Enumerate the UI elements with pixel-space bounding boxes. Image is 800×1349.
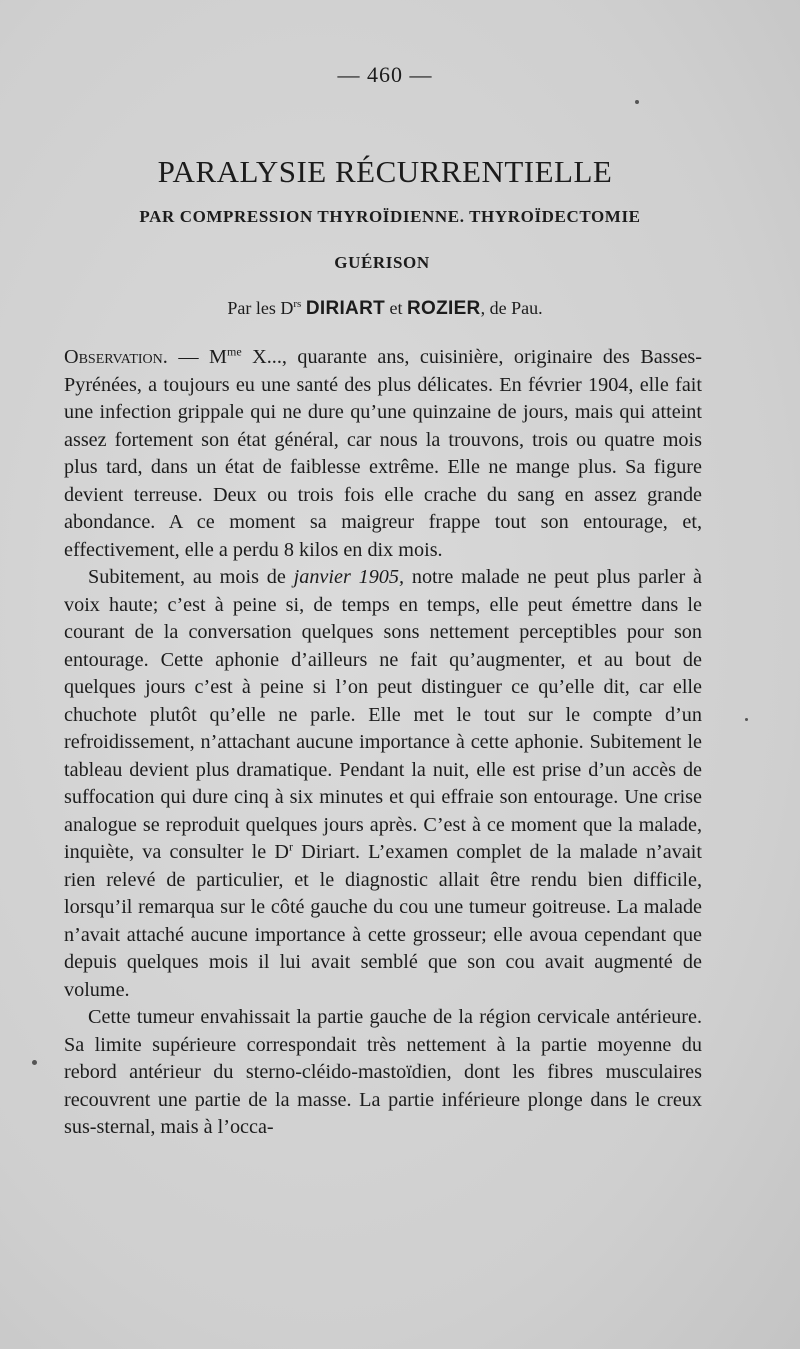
article-body: [64, 344, 702, 1142]
observation-label: Observation.: [64, 346, 168, 368]
p2-after1: notre malade ne peut plus parler à voix haute; c’est à peine si, de temps en temps, elle peut émettre dans le courant de la conversation quelques sons nettement perceptibles pour son entourage. Cette aphonie d’ailleurs ne fait qu’augmenter, et au bout de quelques jours c’est à peine si l’on peut distinguer ce qu’elle dit, car elle chuchote plutôt qu’elle ne parle. Elle met le tout sur le compte d’un refroidissement, n’attachant aucune importance à cette aphonie. Subitement le tableau devient plus dramatique. Pendant la nuit, elle est prise d’un accès de suffocation qui dure cinq à six minutes et qui effraie son entourage. Une crise analogue se reproduit quelques jours après. C’est à ce moment que la malade, inquiète, va consulter le D: [64, 566, 702, 863]
observation-sup: me: [226, 344, 242, 359]
page-number: — 460 —: [337, 62, 433, 87]
p2-sup: r: [288, 839, 293, 854]
article-title: PARALYSIE RÉCURRENTIELLE: [157, 154, 613, 189]
article-subtitle-line2: GUÉRISON: [334, 253, 430, 272]
byline-suffix: , de Pau.: [480, 298, 543, 318]
p2-before: Subitement, au mois de: [88, 566, 294, 588]
article-subtitle-line1: PAR COMPRESSION THYROÏDIENNE. THYROÏDECTOMIE: [139, 207, 641, 226]
observation-dash: — M: [167, 346, 227, 368]
p2-after2: Diriart. L’examen complet de la malade n’avait rien relevé de particulier, et le diagnostic allait être rendu bien difficile, lorsqu’il remarqua sur le côté gauche du cou une tumeur goitreuse. La malade n’avait attaché aucune importance à cette grosseur; elle avoua cependant que depuis quelques mois il lui avait semblé que son cou avait augmenté de volume.: [64, 841, 702, 1001]
paragraph-aphonie: [64, 564, 702, 1004]
scan-speck: [745, 718, 748, 721]
byline-conj: et: [389, 298, 403, 318]
author-rozier: ROZIER: [407, 298, 481, 319]
scan-speck: [635, 100, 639, 104]
author-diriart: DIRIART: [305, 298, 385, 319]
p2-date: janvier 1905,: [293, 566, 405, 588]
byline-sup: rs: [293, 298, 302, 310]
scan-speck: [32, 1060, 37, 1065]
author-byline: [0, 298, 770, 320]
paragraph-tumeur: Cette tumeur envahissait la partie gauche de la région cervicale antérieure. Sa limite supérieure correspondait très nettement à la partie moyenne du rebord antérieur du sterno-cléido-mastoïdien, dont les fibres musculaires recouvrent une partie de la masse. La partie inférieure plonge dans le creux sus-sternal, mais à l’occa-: [64, 1006, 702, 1138]
paragraph-observation: [64, 344, 702, 564]
observation-text: X..., quarante ans, cuisinière, originaire des Basses-Pyrénées, a toujours eu une santé des plus délicates. En février 1904, elle fait une infection grippale qui ne dure qu’une quinzaine de jours, mais qui atteint assez fortement son état général, car nous la trouvons, trois ou quatre mois plus tard, dans un état de faiblesse extrême. Elle ne mange plus. Sa figure devient terreuse. Deux ou trois fois elle crache du sang en assez grande abondance. A ce moment sa maigreur frappe tout son entourage, et, effectivement, elle a perdu 8 kilos en dix mois.: [64, 346, 703, 561]
byline-prefix: Par les D: [227, 298, 294, 318]
